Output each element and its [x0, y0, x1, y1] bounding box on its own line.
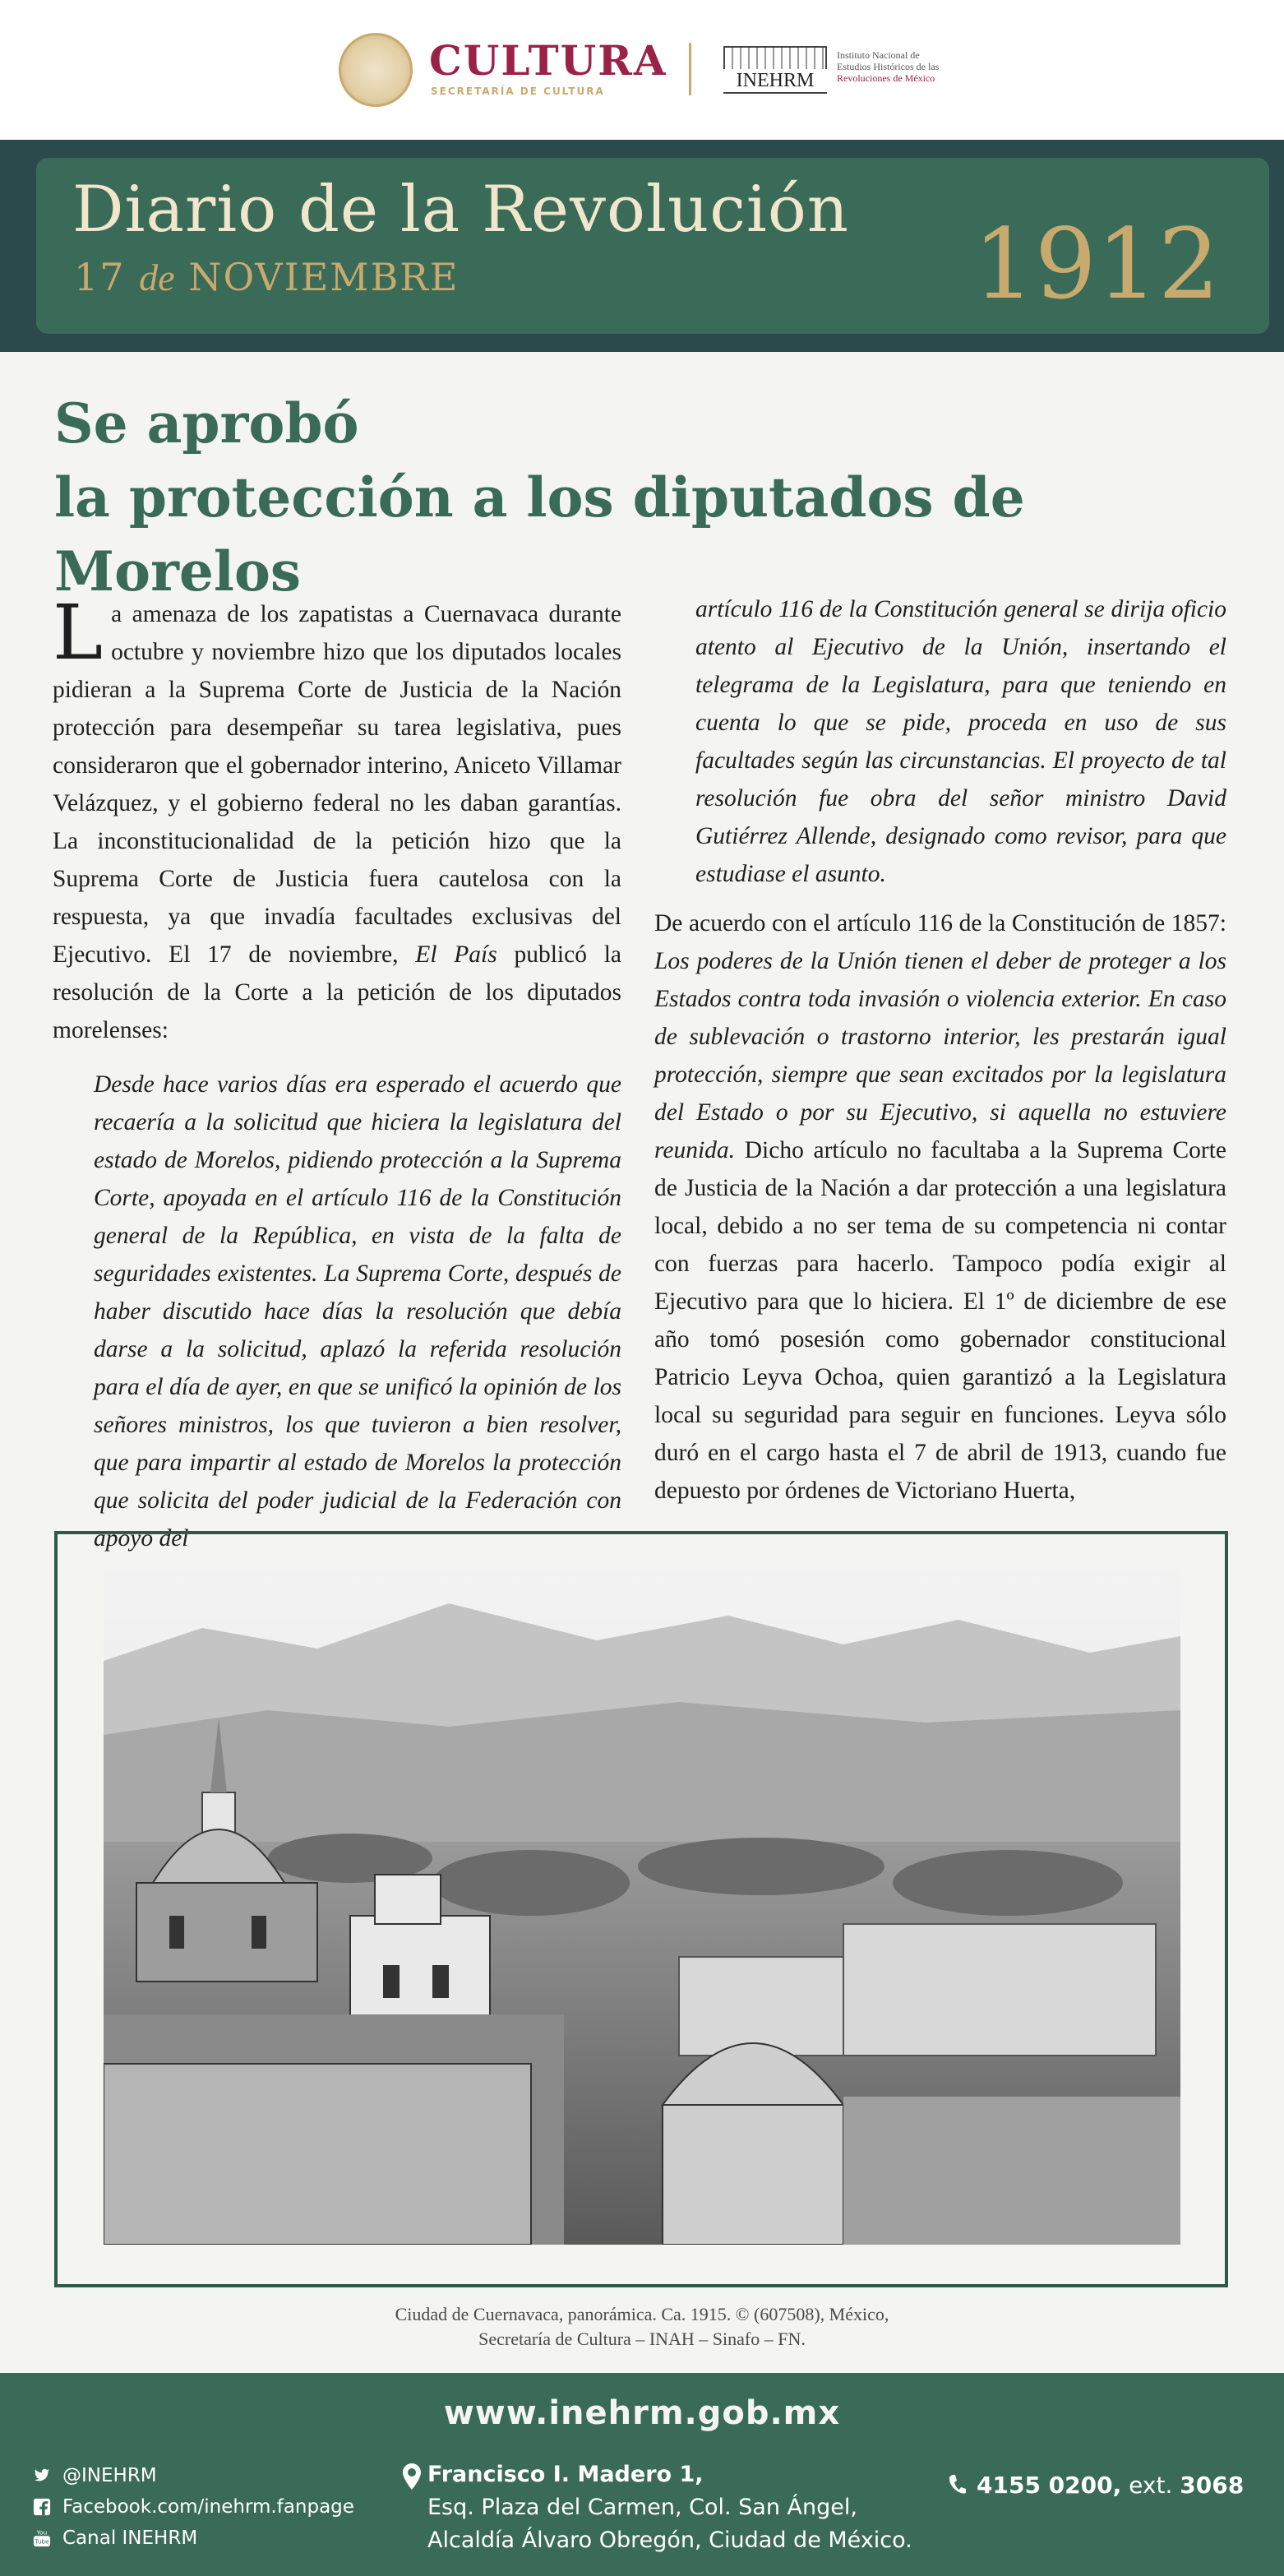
inehrm-desc-line: Estudios Históricos de las: [837, 61, 940, 72]
address-street: Francisco I. Madero 1,: [427, 2462, 704, 2487]
twitter-icon: [33, 2467, 51, 2485]
masthead-year: 1912: [972, 207, 1220, 321]
svg-text:You: You: [36, 2529, 48, 2537]
masthead-panel: [36, 158, 1269, 334]
caption-line: Secretaría de Cultura – INAH – Sinafo – FN.: [478, 2329, 806, 2349]
newspaper-name: El País: [415, 941, 497, 968]
logo-bar: [0, 0, 1284, 140]
drop-cap: L: [53, 589, 104, 677]
phone-number: 4155 0200,: [977, 2472, 1122, 2499]
phone-icon: [947, 2473, 967, 2496]
cultura-logo[interactable]: [339, 33, 667, 107]
website-link[interactable]: www.inehrm.gob.mx: [443, 2394, 841, 2432]
headline-line-1: Se aprobó: [54, 391, 359, 456]
facebook-url: Facebook.com/inehrm.fanpage: [62, 2496, 354, 2518]
masthead-date: [74, 255, 459, 299]
cultura-subtitle: SECRETARÍA DE CULTURA: [431, 86, 605, 97]
inehrm-logo-text: INEHRM: [723, 69, 827, 92]
cultura-logo-text: CULTURA: [429, 36, 667, 85]
social-links: [33, 2460, 354, 2554]
youtube-link[interactable]: [33, 2523, 354, 2554]
date-day: 17: [74, 255, 126, 299]
svg-text:Tube: Tube: [35, 2537, 49, 2546]
photo-caption: [0, 2302, 1284, 2352]
twitter-link[interactable]: [33, 2460, 354, 2491]
block-quote-right: artículo 116 de la Constitución general se dirija oficio atento al Ejecutivo de la Unión, insertando el telegrama de la Legislatura, para que teniendo en cuenta lo que se pide, proceda en uso de sus facultades según las circunstancias. El proyecto de tal resolución fue obra del señor ministro David Gutiérrez Allende, designado como revisor, para que estudiase el asunto.: [695, 596, 1226, 887]
paragraph-intro: [53, 589, 622, 1049]
address: [427, 2458, 912, 2557]
location-pin-icon: [403, 2463, 421, 2490]
inehrm-logo[interactable]: [723, 44, 970, 97]
inehrm-description: [837, 49, 939, 84]
logo-divider: [689, 43, 691, 95]
inehrm-desc-line: Instituto Nacional de: [837, 49, 920, 61]
paragraph-text: publicó la resolución de la Corte a la petición de los diputados morelenses:: [53, 941, 622, 1043]
block-quote-left: Desde hace varios días era esperado el acuerdo que recaería a la solicitud que hiciera la legislatura del estado de Morelos, pidiendo protección a la Suprema Corte, apoyada en el artículo 116 de la Constitución general de la República, en vista de la falta de seguridades existentes. La Suprema Corte, después de haber discutido hace días la resolución que debía darse a la solicitud, aplazó la referida resolución para el día de ayer, en que se unificó la opinión de los señores ministros, los que tuvieron a bien resolver, que para impartir al estado de Morelos la protección que solicita del poder judicial de la Federación con apoyo del: [94, 1071, 621, 1552]
article-column-left: [53, 589, 622, 1557]
seal-icon: [339, 33, 413, 107]
twitter-handle: @INEHRM: [62, 2465, 157, 2486]
youtube-channel: Canal INEHRM: [62, 2527, 198, 2549]
facebook-icon: [33, 2498, 51, 2516]
masthead-banner: [0, 140, 1284, 352]
address-line: Alcaldía Álvaro Obregón, Ciudad de México.: [427, 2527, 912, 2553]
article-headline: [54, 386, 1238, 608]
phone-contact[interactable]: [977, 2472, 1244, 2499]
youtube-icon: [33, 2529, 51, 2547]
constitution-quote: Los poderes de la Unión tienen el deber de proteger a los Estados contra toda invasión o violencia exterior. En caso de sublevación o trastorno interior, les prestarán igual protección, siempre que sean excitados por la legislatura del Estado o por su Ejecutivo, si aquella no estuviere reunida.: [654, 948, 1226, 1163]
paragraph-constitution: [654, 904, 1226, 1510]
article-column-right: [654, 590, 1226, 1510]
cuernavaca-panorama-photo[interactable]: [104, 1570, 1180, 2245]
footer: [0, 2373, 1284, 2576]
paragraph-text: Dicho artículo no facultaba a la Suprema Corte de Justicia de la Nación a dar protección a una legislatura local, debido a no ser tema de su competencia ni contar con fuerzas para hacerlo. Tampoco podía exigir al Ejecutivo para que lo hiciera. El 1º de diciembre de ese año tomó posesión como gobernador constitucional Patricio Leyva Ochoa, quien garantizó a la Legislatura local su seguridad para seguir en funciones. Leyva sólo duró en el cargo hasta el 7 de abril de 1913, cuando fue depuesto por órdenes de Victoriano Huerta,: [654, 1137, 1226, 1504]
masthead-title: Diario de la Revolución: [72, 173, 850, 247]
photo-frame: [54, 1531, 1228, 2287]
facebook-link[interactable]: [33, 2491, 354, 2523]
phone-extension: 3068: [1180, 2472, 1245, 2499]
paragraph-text: De acuerdo con el artículo 116 de la Constitución de 1857:: [654, 910, 1226, 937]
headline-line-2: la protección a los diputados de Morelos: [54, 465, 1025, 604]
ext-label: ext.: [1129, 2472, 1173, 2499]
date-month: NOVIEMBRE: [188, 255, 460, 299]
paragraph-text: a amenaza de los zapatistas a Cuernavaca durante octubre y noviembre hizo que los diputados locales pidieran a la Suprema Corte de Justicia de la Nación protección para desempeñar su tarea legislativa, pues consideraron que el gobernador interino, Aniceto Villamar Velázquez, y el gobierno federal no les daban garantías. La inconstitucionalidad de la petición hizo que la Suprema Corte de Justicia fuera cautelosa con la respuesta, ya que invadía facultades exclusivas del Ejecutivo. El 17 de noviembre,: [53, 601, 621, 968]
inehrm-desc-line: Revoluciones de México: [837, 72, 935, 84]
date-de: de: [139, 257, 175, 298]
caption-line: Ciudad de Cuernavaca, panorámica. Ca. 1915. © (607508), México,: [395, 2304, 889, 2324]
address-line: Esq. Plaza del Carmen, Col. San Ángel,: [427, 2495, 857, 2520]
